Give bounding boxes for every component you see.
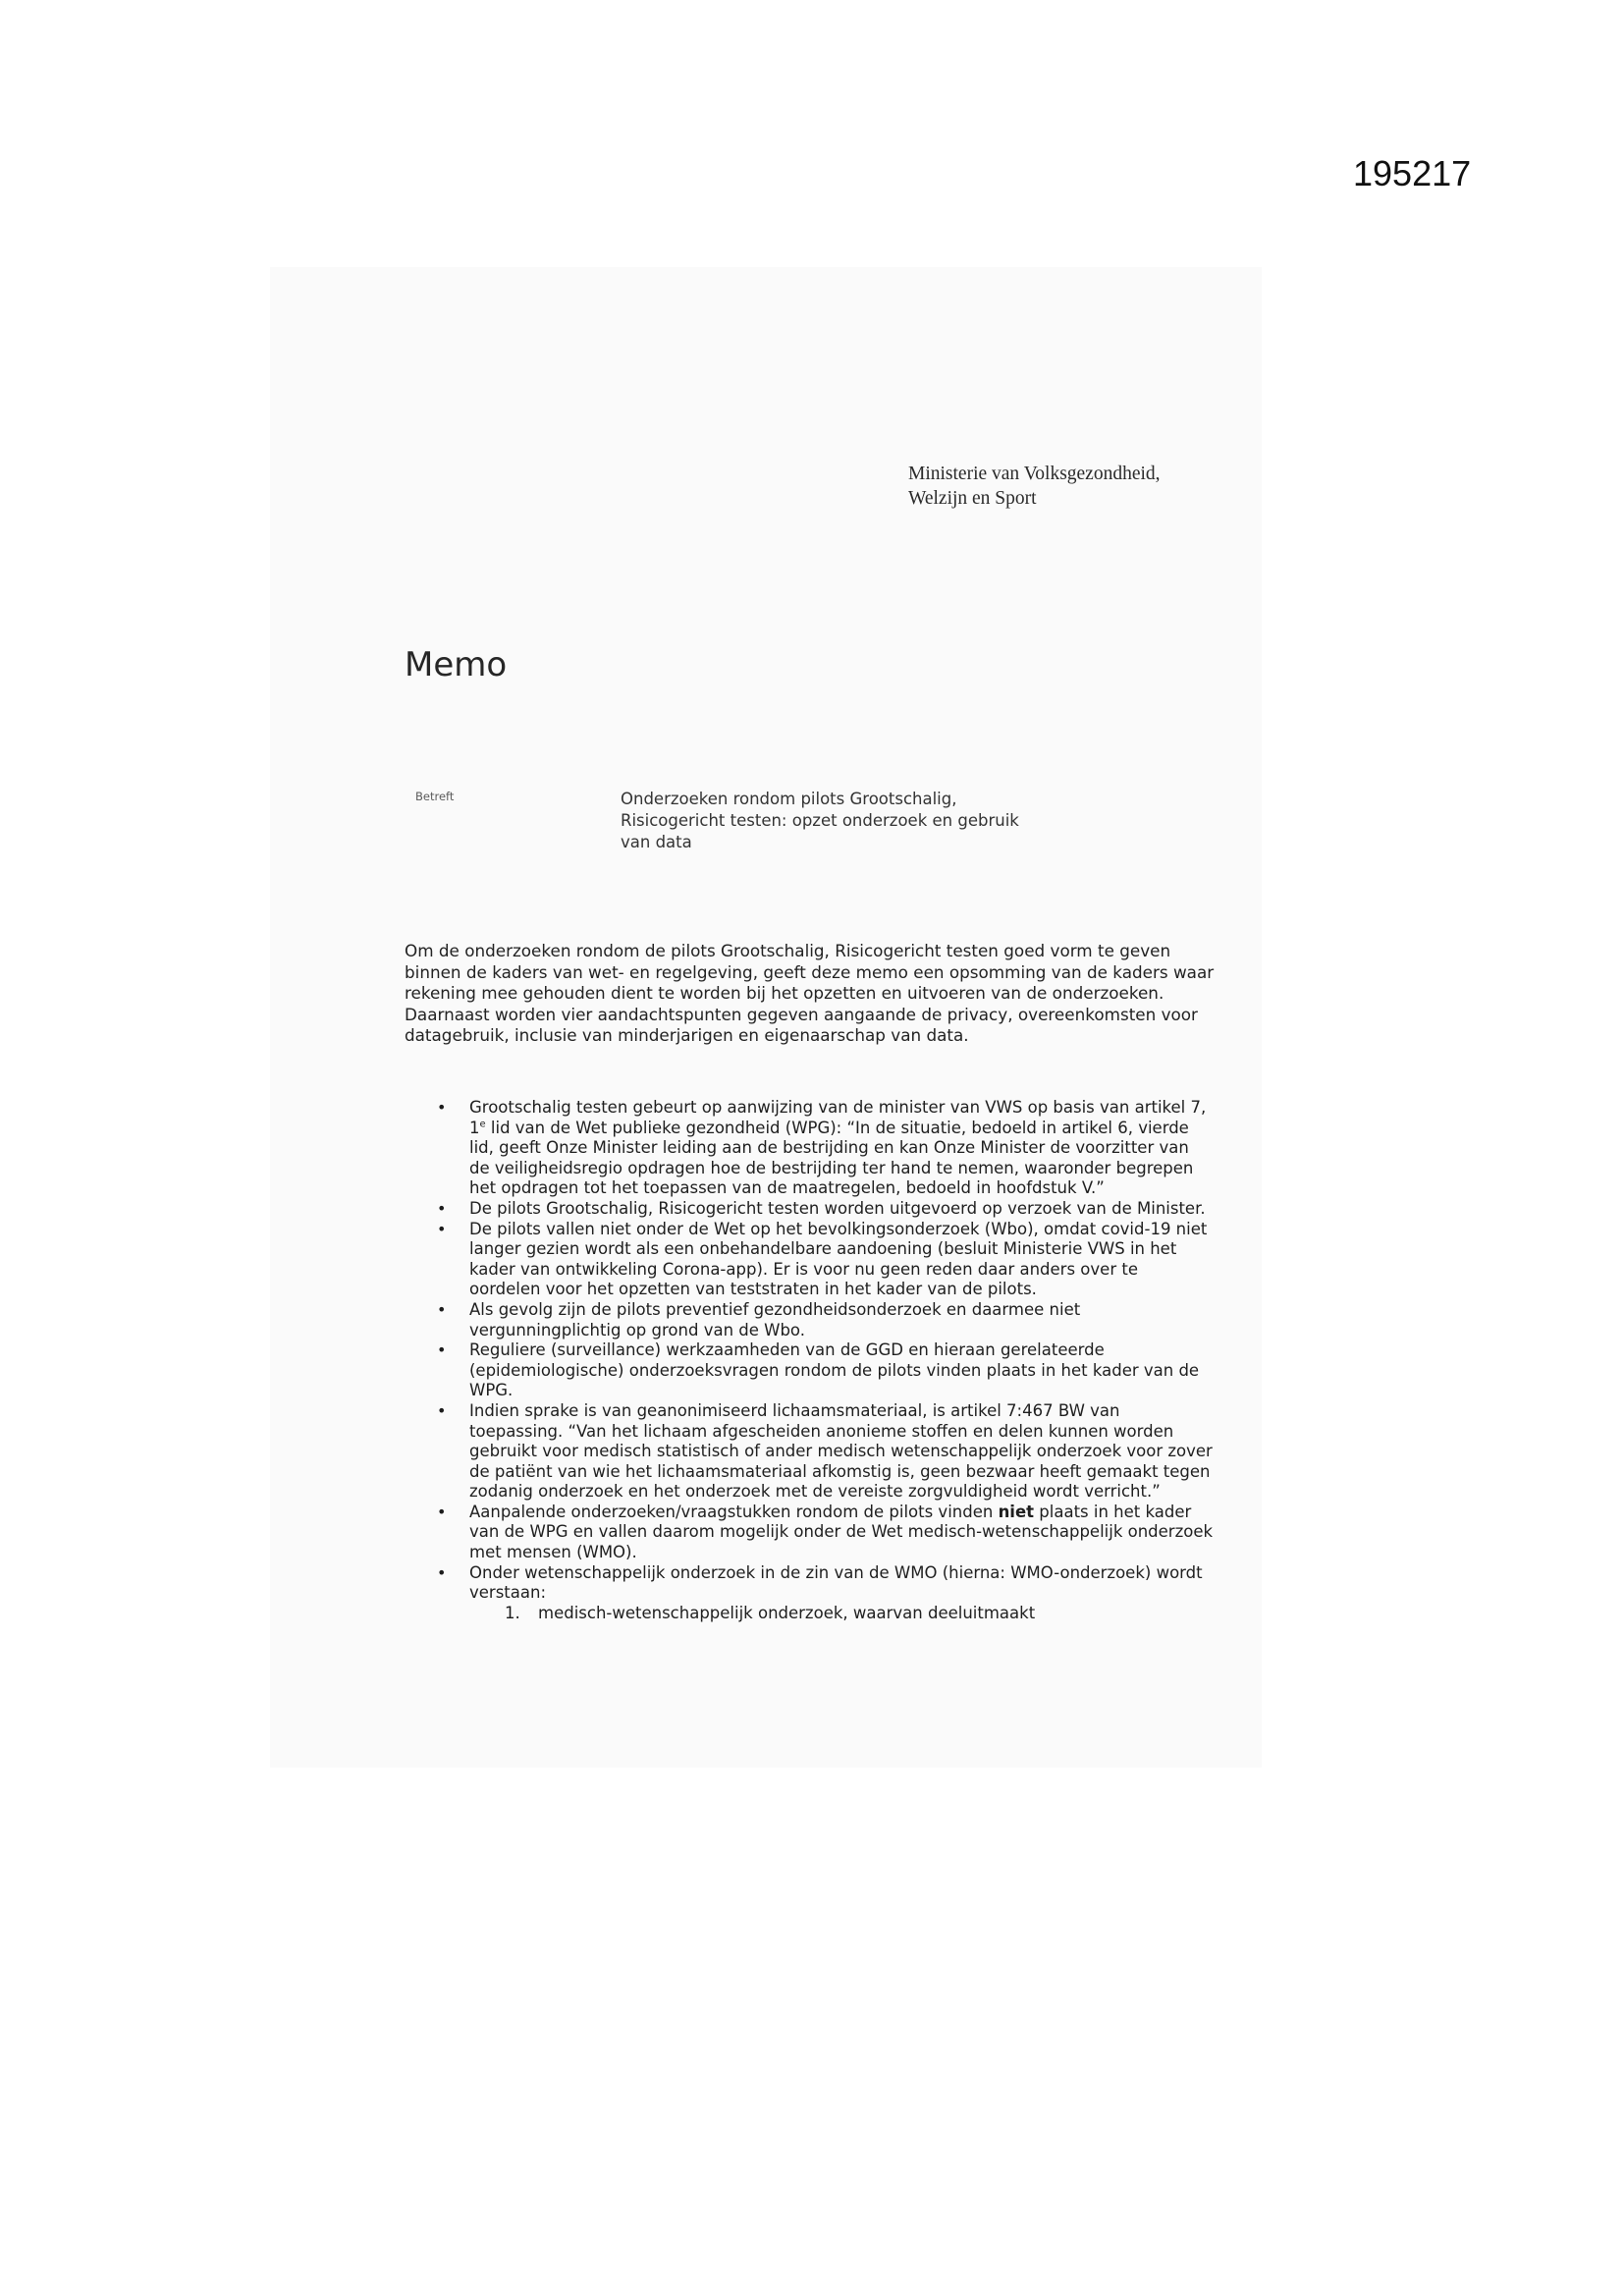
ordinal-superscript: e bbox=[479, 1119, 486, 1130]
list-item-line: WPG. bbox=[469, 1381, 514, 1400]
list-item-line: Reguliere (surveillance) werkzaamheden van de GGD en hieraan gerelateerde bbox=[469, 1340, 1105, 1360]
bullet-icon: • bbox=[437, 1340, 447, 1360]
list-item-line: Onder wetenschappelijk onderzoek in de zin van de WMO (hierna: WMO-onderzoek) wordt bbox=[469, 1562, 1203, 1582]
ordinal-number: 1 bbox=[469, 1118, 480, 1137]
list-item bbox=[405, 1300, 1249, 1340]
list-item-text: Aanpalende onderzoeken/vraagstukken rondom de pilots vinden bbox=[469, 1502, 999, 1521]
list-item-line: verstaan: bbox=[469, 1583, 547, 1603]
list-item-line bbox=[469, 1503, 1249, 1523]
emphasis-text: niet bbox=[998, 1502, 1035, 1521]
bullet-icon: • bbox=[437, 1299, 447, 1319]
list-item-line: De pilots vallen niet onder de Wet op het bevolkingsonderzoek (Wbo), omdat covid-19 niet bbox=[469, 1219, 1208, 1238]
ministry-wordmark bbox=[908, 462, 1161, 511]
intro-line: Daarnaast worden vier aandachtspunten gegeven aangaande de privacy, overeenkomsten voor bbox=[405, 1004, 1198, 1024]
intro-line: datagebruik, inclusie van minderjarigen en eigenaarschap van data. bbox=[405, 1025, 969, 1046]
sub-item-number: 1. bbox=[505, 1603, 520, 1622]
bullet-icon: • bbox=[437, 1198, 447, 1218]
ministry-name-line-2: Welzijn en Sport bbox=[908, 488, 1037, 509]
list-item-line: langer gezien wordt als een onbehandelbare aandoening (besluit Ministerie VWS in het bbox=[469, 1239, 1177, 1259]
list-item-line: lid, geeft Onze Minister leiding aan de bestrijding en kan Onze Minister de voorzitter van bbox=[469, 1138, 1189, 1158]
list-item-line bbox=[469, 1119, 1249, 1139]
memo-title: Memo bbox=[405, 644, 508, 684]
subject-line: Onderzoeken rondom pilots Grootschalig, bbox=[621, 790, 957, 808]
subject-line: van data bbox=[621, 833, 692, 851]
document-number: 195217 bbox=[1353, 153, 1472, 193]
intro-line: binnen de kaders van wet- en regelgeving, geeft deze memo een opsomming van de kaders waar bbox=[405, 961, 1215, 982]
list-item-line: met mensen (WMO). bbox=[469, 1543, 637, 1562]
list-item-line: vergunningplichtig op grond van de Wbo. bbox=[469, 1320, 805, 1339]
subject-line: Risicogericht testen: opzet onderzoek en gebruik bbox=[621, 811, 1019, 830]
intro-line: Om de onderzoeken rondom de pilots Grootschalig, Risicogericht testen goed vorm te geven bbox=[405, 941, 1171, 960]
bullet-list bbox=[405, 1098, 1249, 1623]
intro-paragraph bbox=[405, 941, 1214, 1047]
sub-item-text: medisch-wetenschappelijk onderzoek, waarvan deeluitmaakt bbox=[538, 1603, 1036, 1622]
list-item-line: oordelen voor het opzetten van teststraten in het kader van de pilots. bbox=[469, 1280, 1037, 1299]
bullet-icon: • bbox=[437, 1400, 447, 1420]
list-item-line: De pilots Grootschalig, Risicogericht testen worden uitgevoerd op verzoek van de Minister. bbox=[469, 1198, 1206, 1218]
bullet-icon: • bbox=[437, 1219, 447, 1238]
list-item-line: zodanig onderzoek en het onderzoek met de vereiste zorgvuldigheid wordt verricht.” bbox=[469, 1482, 1161, 1502]
list-item-line: Indien sprake is van geanonimiseerd lichaamsmateriaal, is artikel 7:467 BW van bbox=[469, 1400, 1120, 1420]
list-item-text: lid van de Wet publieke gezondheid (WPG): “In de situatie, bedoeld in artikel 6, vierde bbox=[485, 1118, 1189, 1137]
intro-line: rekening mee gehouden dient te worden bij het opzetten en uitvoeren van de onderzoeken. bbox=[405, 983, 1164, 1004]
list-item-line: gebruikt voor medisch statistisch of ander medisch wetenschappelijk onderzoek voor zover bbox=[469, 1442, 1213, 1461]
list-item-line: van de WPG en vallen daarom mogelijk onder de Wet medisch-wetenschappelijk onderzoek bbox=[469, 1522, 1214, 1542]
bullet-icon: • bbox=[437, 1562, 447, 1582]
list-item-line: het opdragen tot het toepassen van de maatregelen, bedoeld in hoofdstuk V.” bbox=[469, 1178, 1105, 1198]
list-item-text: plaats in het kader bbox=[1034, 1502, 1192, 1521]
bullet-icon: • bbox=[437, 1502, 447, 1521]
list-item-line: Als gevolg zijn de pilots preventief gezondheidsonderzoek en daarmee niet bbox=[469, 1299, 1081, 1319]
ministry-name-line-1: Ministerie van Volksgezondheid, bbox=[908, 464, 1161, 484]
list-item bbox=[405, 1220, 1249, 1300]
subject bbox=[621, 789, 1019, 853]
list-item bbox=[405, 1098, 1249, 1199]
list-item-line: de veiligheidsregio opdragen hoe de bestrijding ter hand te nemen, waaronder begrepen bbox=[469, 1158, 1194, 1177]
numbered-sub-item bbox=[469, 1604, 1249, 1624]
bullet-icon: • bbox=[437, 1098, 447, 1117]
list-item bbox=[405, 1401, 1249, 1503]
list-item-line: (epidemiologische) onderzoeksvragen rondom de pilots vinden plaats in het kader van de bbox=[469, 1360, 1200, 1380]
subject-label: Betreft bbox=[415, 790, 455, 803]
list-item bbox=[405, 1503, 1249, 1563]
list-item-line: de patiënt van wie het lichaamsmateriaal afkomstig is, geen bezwaar heeft gemaakt tegen bbox=[469, 1461, 1211, 1481]
list-item bbox=[405, 1199, 1249, 1220]
list-item bbox=[405, 1340, 1249, 1401]
list-item-line: Grootschalig testen gebeurt op aanwijzing van de minister van VWS op basis van artikel 7, bbox=[469, 1098, 1207, 1117]
list-item-line: toepassing. “Van het lichaam afgescheiden anonieme stoffen en delen kunnen worden bbox=[469, 1421, 1174, 1441]
list-item-line: kader van ontwikkeling Corona-app). Er is voor nu geen reden daar anders over te bbox=[469, 1259, 1138, 1279]
list-item bbox=[405, 1563, 1249, 1624]
